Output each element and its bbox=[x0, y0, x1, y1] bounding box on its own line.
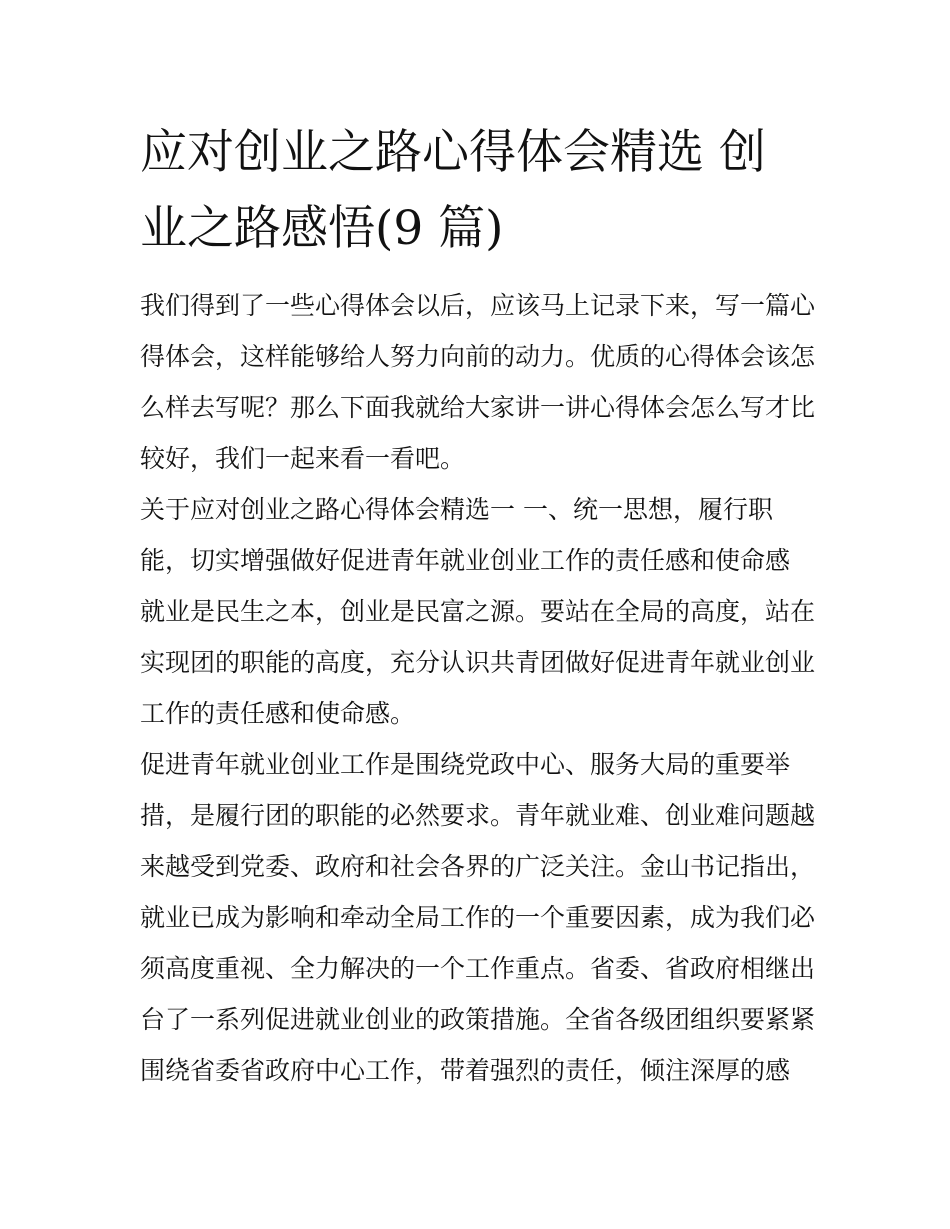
text-line: 促进青年就业创业工作是围绕党政中心、服务大局的重要举 bbox=[140, 750, 791, 779]
text-line: 围绕省委省政府中心工作，带着强烈的责任，倾注深厚的感 bbox=[140, 1056, 791, 1085]
title-line: 业之路感悟(9 篇) bbox=[140, 201, 504, 256]
section-one-paragraph bbox=[140, 484, 816, 739]
text-line: 措，是履行团的职能的必然要求。青年就业难、创业难问题越 bbox=[140, 801, 816, 830]
text-line: 台了一系列促进就业创业的政策措施。全省各级团组织要紧紧 bbox=[140, 1005, 816, 1034]
text-line: 须高度重视、全力解决的一个工作重点。省委、省政府相继出 bbox=[140, 954, 816, 983]
text-line: 就业是民生之本，创业是民富之源。要站在全局的高度，站在 bbox=[140, 597, 816, 626]
title-line: 应对创业之路心得体会精选 创 bbox=[140, 125, 766, 180]
body-paragraph bbox=[140, 739, 816, 1096]
text-line: 来越受到党委、政府和社会各界的广泛关注。金山书记指出， bbox=[140, 852, 816, 881]
text-line: 较好，我们一起来看一看吧。 bbox=[140, 444, 466, 473]
text-line: 我们得到了一些心得体会以后，应该马上记录下来，写一篇心 bbox=[140, 291, 816, 320]
text-line: 得体会，这样能够给人努力向前的动力。优质的心得体会该怎 bbox=[140, 342, 816, 371]
text-line: 么样去写呢？那么下面我就给大家讲一讲心得体会怎么写才比 bbox=[140, 393, 816, 422]
document-title bbox=[140, 115, 812, 267]
text-line: 就业已成为影响和牵动全局工作的一个重要因素，成为我们必 bbox=[140, 903, 816, 932]
intro-paragraph bbox=[140, 280, 816, 484]
text-line: 实现团的职能的高度，充分认识共青团做好促进青年就业创业 bbox=[140, 648, 816, 677]
text-line: 能，切实增强做好促进青年就业创业工作的责任感和使命感 bbox=[140, 546, 791, 575]
text-line: 关于应对创业之路心得体会精选一 一、统一思想，履行职 bbox=[140, 495, 773, 524]
document-content bbox=[140, 115, 816, 1096]
text-line: 工作的责任感和使命感。 bbox=[140, 699, 416, 728]
